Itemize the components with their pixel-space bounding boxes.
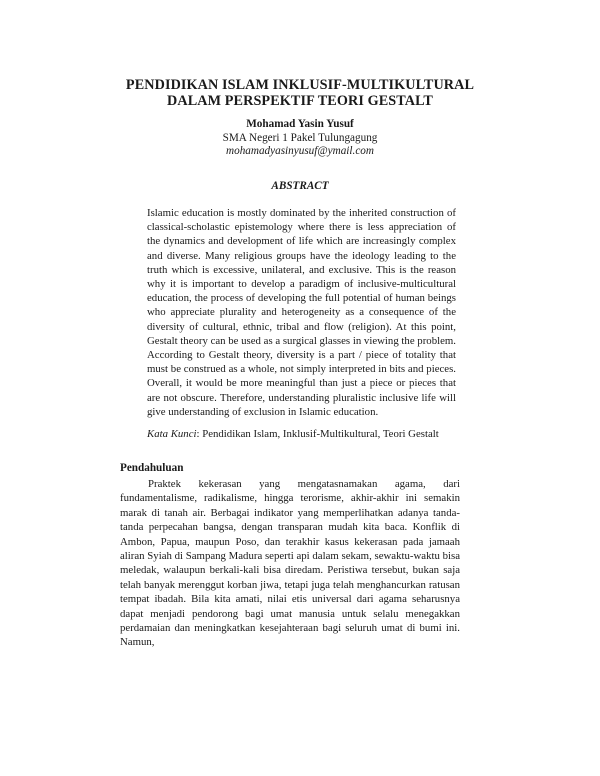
title-line-1: PENDIDIKAN ISLAM INKLUSIF-MULTIKULTURAL [125,77,475,93]
keywords [147,427,456,441]
abstract-text: Islamic education is mostly dominated by the inherited construction of classical-scholastic epistemology where there is less appreciation of the dynamics and development of life which are increasingly complex and diverse. Many religious groups have the ideology leading to the truth which is excessive, unilateral, and exclusive. This is the reason why it is important to develop a paradigm of inclusive-multicultural education, the process of developing the full potential of human beings who appreciate plurality and heterogeneity as a consequence of the diversity of cultural, ethnic, tribal and flow (religion). At this point, Gestalt theory can be used as a surgical glasses in viewing the problem. According to Gestalt theory, diversity is a part / piece of totality that must be construed as a whole, not simply interpreted in bits and pieces. Overall, it would be more meaningful than just a piece or pieces that are not obscure. Therefore, understanding pluralistic inclusive life will give understanding of exclusion in Islamic education. [147,207,456,418]
keywords-text: : Pendidikan Islam, Inklusif-Multikultural, Teori Gestalt [196,428,439,440]
paper-title [60,77,540,109]
author-affiliation: SMA Negeri 1 Pakel Tulungagung [222,131,378,144]
keywords-label: Kata Kunci [147,428,197,440]
body-paragraph: Praktek kekerasan yang mengatasnamakan agama, dari fundamentalisme, radikalisme, hingga terorisme, akhir-akhir ini semakin marak di tanah air. Berbagai indikator yang memperlihatkan adanya tanda-tanda perpecahan bangsa, dengan transparan mudah kita baca. Konflik di Ambon, Papua, maupun Poso, dan terakhir kasus kekerasan pada jamaah aliran Syiah di Sampang Madura seperti api dalam sekam, sewaktu-waktu bisa meledak, walaupun berkali-kali bisa diredam. Peristiwa tersebut, bukan saja telah banyak merenggut korban jiwa, tetapi juga telah menghancurkan ratusan tempat ibadah. Bila kita amati, nilai etis universal dari agama seharusnya dapat menjadi pendorong bagi umat manusia untuk selalu menegakkan perdamaian dan meningkatkan kesejahteraan bagi seluruh umat di bumi ini. Namun, [120,478,460,649]
author-name: Mohamad Yasin Yusuf [246,118,354,130]
abstract-heading: ABSTRACT [271,180,329,192]
author-block [60,118,540,159]
author-email: mohamadyasinyusuf@ymail.com [226,145,374,157]
section-heading: Pendahuluan [120,462,184,474]
section-body [120,477,460,650]
title-line-2: DALAM PERSPEKTIF TEORI GESTALT [167,93,433,109]
